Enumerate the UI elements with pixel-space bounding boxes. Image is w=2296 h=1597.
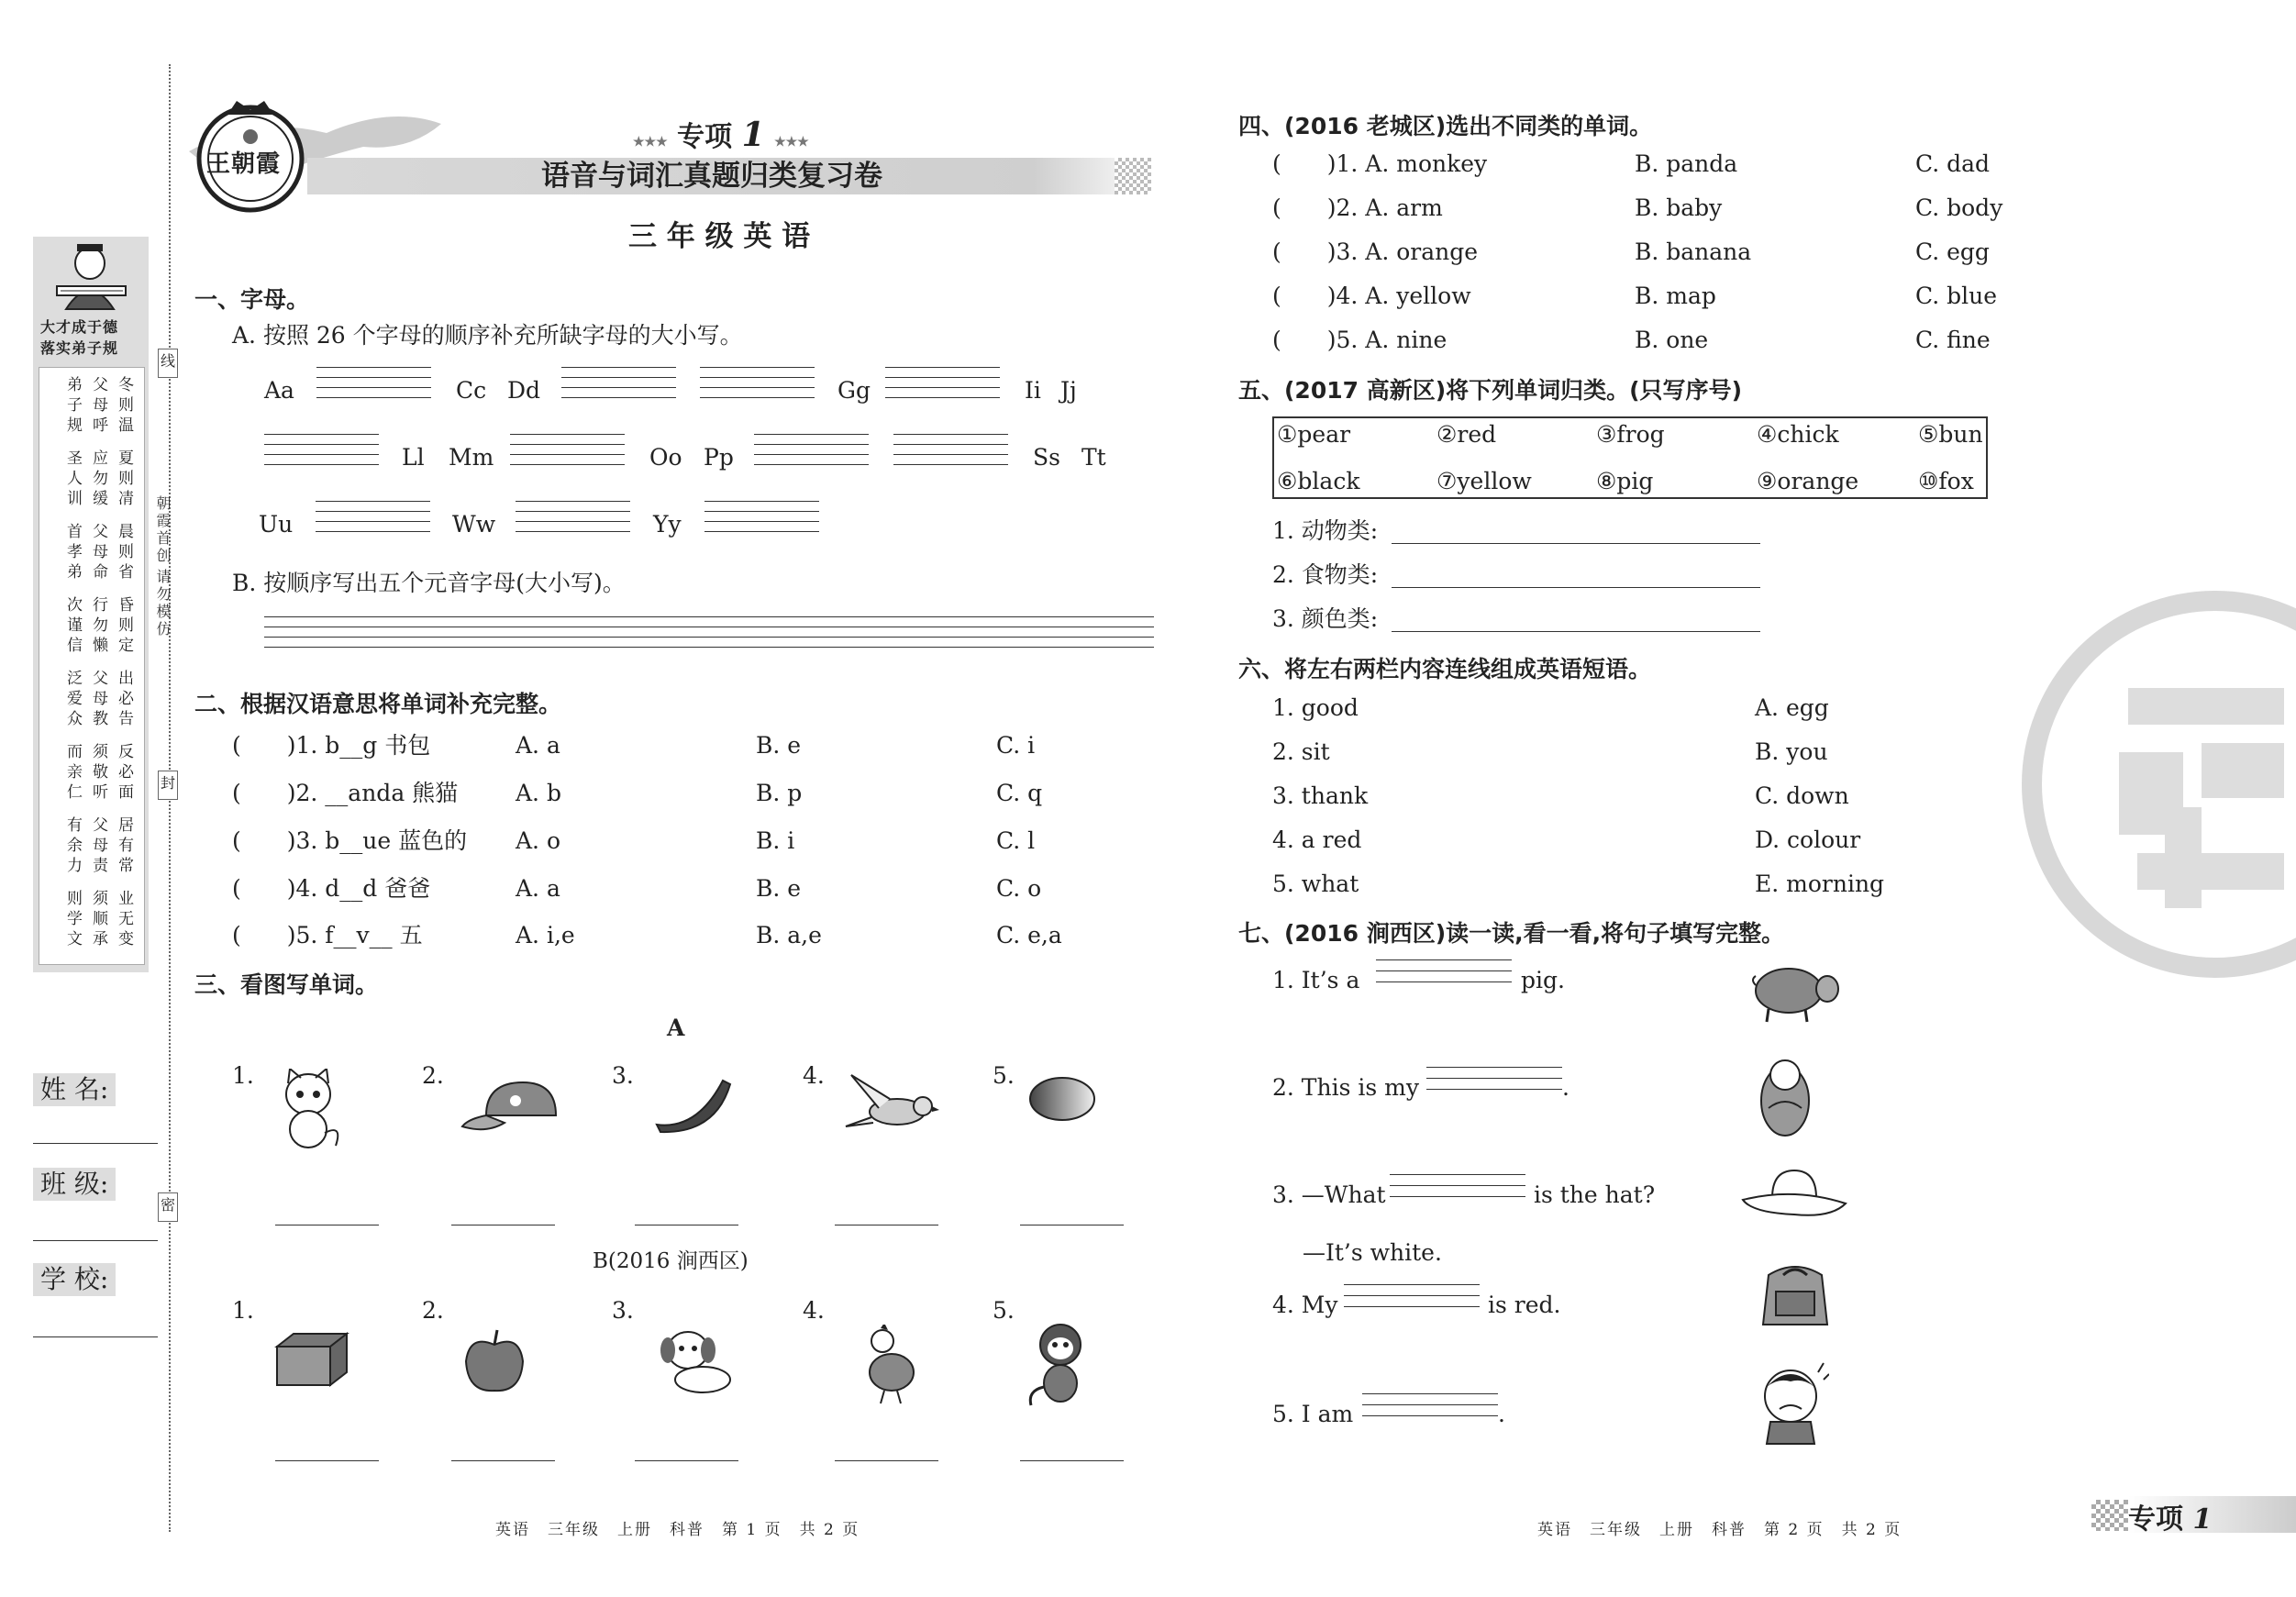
s2-option-c: C. l (996, 827, 1036, 854)
s2-question: ( )1. b__g 书包 (232, 732, 431, 759)
s2-option-c: C. i (996, 732, 1036, 759)
writing-lines[interactable] (264, 434, 379, 465)
s3a-num-4: 4. (803, 1062, 825, 1089)
word-item: ⑦yellow (1436, 468, 1532, 494)
pig-picture (1750, 958, 1840, 1024)
s2-option-b: B. p (756, 780, 803, 806)
cat-food-field[interactable] (1392, 587, 1760, 588)
poem-column: 行勿懒 (89, 596, 107, 657)
box-picture (273, 1330, 350, 1389)
seal-mark-line: 线 (158, 349, 178, 378)
word-item: ④chick (1757, 421, 1839, 448)
word-item: ①pear (1277, 421, 1351, 448)
poem-column: 昏则定 (115, 596, 133, 657)
monkey-picture (1024, 1317, 1097, 1409)
s7-q5-blank[interactable] (1362, 1393, 1498, 1416)
s3-part-b: B(2016 涧西区) (593, 1249, 749, 1273)
letter-Ii: Ii (1025, 377, 1041, 404)
letter-Yy: Yy (653, 511, 682, 538)
writing-lines[interactable] (561, 367, 676, 398)
s4-option-b: B. banana (1635, 238, 1752, 265)
s4-title: 四、(2016 老城区)选出不同类的单词。 (1238, 113, 1653, 139)
poem-column: 应勿缓 (89, 449, 107, 510)
s2-option-c: C. o (996, 875, 1042, 902)
match-right-item[interactable]: A. egg (1755, 694, 1829, 721)
letter-Tt: Tt (1081, 444, 1106, 471)
s4-option-b: B. map (1635, 283, 1716, 309)
s7-q2-a: 2. This is my (1272, 1074, 1419, 1101)
s4-question: ( )3. A. orange (1272, 238, 1479, 265)
chicken-picture (860, 1325, 919, 1407)
cat-animals-field[interactable] (1392, 543, 1760, 544)
dog-picture (651, 1326, 741, 1400)
poem-column: 有余力 (63, 816, 82, 877)
s3a-num-1: 1. (232, 1062, 254, 1089)
letter-Oo: Oo (649, 444, 682, 471)
seal-mark-seal: 封 (158, 771, 178, 800)
writing-lines[interactable] (316, 367, 431, 398)
letter-Gg: Gg (837, 377, 871, 404)
s7-q2-blank[interactable] (1426, 1067, 1562, 1090)
letter-Mm: Mm (449, 444, 494, 471)
banner-checker (1115, 158, 1151, 194)
warning-1: 朝霞首创 (154, 495, 172, 565)
poem-column: 父母教 (89, 670, 107, 730)
name-label: 姓 名: (33, 1073, 116, 1106)
word-item: ②red (1436, 421, 1497, 448)
writing-lines[interactable] (510, 434, 625, 465)
page-title: 语音与词汇真题归类复习卷 (541, 160, 882, 193)
s2-question: ( )4. d__d 爸爸 (232, 875, 431, 902)
s4-question: ( )1. A. monkey (1272, 150, 1488, 177)
apple-picture (462, 1328, 527, 1394)
s2-option-b: B. e (756, 732, 802, 759)
s2-option-a: A. a (516, 732, 560, 759)
s1-title: 一、字母。 (194, 286, 310, 313)
letter-Dd: Dd (507, 377, 541, 404)
answer-line[interactable] (635, 1460, 738, 1461)
s7-q1-blank[interactable] (1376, 959, 1512, 982)
s2-question: ( )2. __anda 熊猫 (232, 780, 459, 806)
s2-option-a: A. o (516, 827, 560, 854)
s2-question: ( )3. b__ue 蓝色的 (232, 827, 468, 854)
s3b-num-1: 1. (232, 1297, 254, 1324)
logo-text: 王朝霞 (206, 150, 282, 178)
letter-Ww: Ww (452, 511, 496, 538)
letter-Aa: Aa (264, 377, 294, 404)
writing-lines[interactable] (754, 434, 869, 465)
baby-picture (1758, 1053, 1813, 1137)
match-left-item[interactable]: 3. thank (1272, 782, 1369, 809)
s7-q3-b: is the hat? (1534, 1181, 1656, 1208)
writing-lines[interactable] (316, 501, 430, 532)
poem-column: 弟子规 (63, 376, 82, 437)
poem-column: 居有常 (115, 816, 133, 877)
poem-column: 而亲仁 (63, 743, 82, 804)
letter-Ss: Ss (1033, 444, 1060, 471)
s5-title: 五、(2017 高新区)将下列单词归类。(只写序号) (1238, 377, 1742, 404)
match-right-item[interactable]: B. you (1755, 738, 1828, 765)
s7-q3-c: —It’s white. (1303, 1239, 1442, 1266)
vowel-writing-lines[interactable] (264, 616, 1154, 648)
letter-Jj: Jj (1060, 377, 1077, 404)
s2-option-c: C. q (996, 780, 1043, 806)
letter-Cc: Cc (456, 377, 487, 404)
footer-tag (2128, 1496, 2296, 1536)
match-left-item[interactable]: 2. sit (1272, 738, 1330, 765)
school-label: 学 校: (33, 1263, 116, 1296)
s7-q4-b: is red. (1488, 1292, 1561, 1318)
word-item: ⑥black (1277, 468, 1360, 494)
s2-option-b: B. i (756, 827, 795, 854)
s4-option-b: B. panda (1635, 150, 1738, 177)
poem-column: 则学文 (63, 890, 82, 950)
cat-food-label: 2. 食物类: (1272, 561, 1379, 588)
s2-option-c: C. e,a (996, 922, 1062, 948)
cat-colour-field[interactable] (1392, 631, 1760, 632)
s7-q1-b: pig. (1521, 967, 1565, 993)
footer-right: 英语 三年级 上册 科普 第 2 页 共 2 页 (1537, 1521, 1902, 1539)
letter-Uu: Uu (259, 511, 294, 538)
scholar-figure-icon (48, 240, 135, 314)
match-left-item[interactable]: 1. good (1272, 694, 1359, 721)
banana-picture (651, 1073, 736, 1134)
stars-left: ★★★ (633, 135, 668, 150)
s7-q2-b: . (1562, 1074, 1569, 1101)
s7-q5-b: . (1498, 1401, 1505, 1427)
poem-column: 泛爱众 (63, 670, 82, 730)
match-right-item[interactable]: D. colour (1755, 826, 1861, 853)
s4-question: ( )5. A. nine (1272, 327, 1447, 353)
answer-line[interactable] (451, 1460, 555, 1461)
poem-column: 业无变 (115, 890, 133, 950)
answer-line[interactable] (275, 1460, 379, 1461)
s4-question: ( )2. A. arm (1272, 194, 1443, 221)
s4-option-c: C. egg (1915, 238, 1990, 265)
s7-title: 七、(2016 涧西区)读一读,看一看,将句子填写完整。 (1238, 920, 1785, 947)
match-right-item[interactable]: C. down (1755, 782, 1849, 809)
sad-boy-picture (1754, 1361, 1829, 1446)
match-left-item[interactable]: 5. what (1272, 871, 1359, 897)
s3a-num-2: 2. (422, 1062, 444, 1089)
s7-q3-a: 3. —What (1272, 1181, 1386, 1208)
poem-column: 反必面 (115, 743, 133, 804)
poem-column: 冬则温 (115, 376, 133, 437)
answer-line[interactable] (1020, 1460, 1124, 1461)
writing-lines[interactable] (885, 367, 1000, 398)
writing-lines[interactable] (893, 434, 1008, 465)
s3a-num-3: 3. (612, 1062, 634, 1089)
cap-picture (459, 1079, 561, 1136)
word-item: ⑧pig (1596, 468, 1654, 494)
poem-column: 次谨信 (63, 596, 82, 657)
hat-picture (1739, 1167, 1849, 1222)
s3a-num-5: 5. (993, 1062, 1015, 1089)
poem-column: 父母责 (89, 816, 107, 877)
s3b-num-4: 4. (803, 1297, 825, 1324)
poem-column: 父母命 (89, 523, 107, 583)
footer-left: 英语 三年级 上册 科普 第 1 页 共 2 页 (495, 1521, 860, 1539)
s4-option-b: B. baby (1635, 194, 1723, 221)
poem-column: 夏则凊 (115, 449, 133, 510)
stars-right: ★★★ (774, 135, 809, 150)
seal-mark-secret: 密 (158, 1192, 178, 1222)
s3b-num-2: 2. (422, 1297, 444, 1324)
s3b-num-3: 3. (612, 1297, 634, 1324)
s2-question: ( )5. f__v__ 五 (232, 922, 423, 948)
match-left-item[interactable]: 4. a red (1272, 826, 1362, 853)
word-item: ③frog (1596, 421, 1665, 448)
side-motto-line-2: 落实弟子规 (40, 339, 119, 357)
s3b-num-5: 5. (993, 1297, 1015, 1324)
cat-colour-label: 3. 颜色类: (1272, 605, 1379, 632)
s4-option-c: C. dad (1915, 150, 1991, 177)
match-right-item[interactable]: E. morning (1755, 871, 1885, 897)
s4-option-c: C. fine (1915, 327, 1991, 353)
footer-tag-number: 1 (2192, 1503, 2213, 1536)
s2-option-b: B. e (756, 875, 802, 902)
s4-option-c: C. body (1915, 194, 2003, 221)
side-motto-line-1: 大才成于德 (40, 318, 119, 336)
poem-column: 首孝弟 (63, 523, 82, 583)
writing-lines[interactable] (700, 367, 815, 398)
name-field[interactable] (33, 1143, 158, 1144)
bag-picture (1756, 1259, 1835, 1332)
cat-animals-label: 1. 动物类: (1272, 517, 1379, 544)
s2-title: 二、根据汉语意思将单词补充完整。 (194, 691, 562, 717)
class-label: 班 级: (33, 1168, 116, 1201)
class-field[interactable] (33, 1240, 158, 1241)
series-number: 1 (741, 116, 765, 154)
writing-lines[interactable] (516, 501, 630, 532)
page-subtitle: 三 年 级 英 语 (628, 220, 811, 253)
warning-2: 请勿模仿 (154, 569, 172, 638)
footer-tag-label: 专项 (2128, 1503, 2183, 1536)
word-item: ⑨orange (1757, 468, 1859, 494)
s1-b-instruction: B. 按顺序写出五个元音字母(大小写)。 (232, 570, 626, 596)
word-item: ⑩fox (1918, 468, 1974, 494)
s7-q4-a: 4. My (1272, 1292, 1338, 1318)
series-heading (633, 114, 809, 154)
school-field[interactable] (33, 1336, 158, 1337)
letter-Ll: Ll (402, 444, 425, 471)
cat-picture (272, 1069, 345, 1151)
s7-q3-blank[interactable] (1390, 1174, 1525, 1197)
letter-Pp: Pp (704, 444, 734, 471)
s6-title: 六、将左右两栏内容连线组成英语短语。 (1238, 656, 1652, 682)
bird-picture (842, 1071, 939, 1137)
s4-question: ( )4. A. yellow (1272, 283, 1471, 309)
s1-a-instruction: A. 按照 26 个字母的顺序补充所缺字母的大小写。 (232, 322, 743, 349)
s4-option-b: B. one (1635, 327, 1709, 353)
poem-column: 晨则省 (115, 523, 133, 583)
writing-lines[interactable] (704, 501, 819, 532)
poem-column: 父母呼 (89, 376, 107, 437)
s2-option-a: A. i,e (516, 922, 575, 948)
s7-q4-blank[interactable] (1344, 1284, 1480, 1307)
footer-checker (2091, 1500, 2128, 1531)
s2-option-a: A. a (516, 875, 560, 902)
word-item: ⑤bun (1918, 421, 1983, 448)
side-poem (51, 376, 139, 963)
s3-part-a: A (667, 1015, 685, 1041)
s3-title: 三、看图写单词。 (194, 971, 379, 998)
egg-picture (1027, 1075, 1097, 1123)
s2-option-a: A. b (516, 780, 561, 806)
poem-column: 出必告 (115, 670, 133, 730)
series-label: 专项 (677, 121, 733, 153)
s7-q1-a: 1. It’s a (1272, 967, 1360, 993)
poem-column: 须敬听 (89, 743, 107, 804)
s7-q5-a: 5. I am (1272, 1401, 1354, 1427)
poem-column: 圣人训 (63, 449, 82, 510)
s2-option-b: B. a,e (756, 922, 822, 948)
poem-column: 须顺承 (89, 890, 107, 950)
secret-seal-watermark (2018, 587, 2296, 981)
s4-option-c: C. blue (1915, 283, 1998, 309)
answer-line[interactable] (835, 1460, 938, 1461)
